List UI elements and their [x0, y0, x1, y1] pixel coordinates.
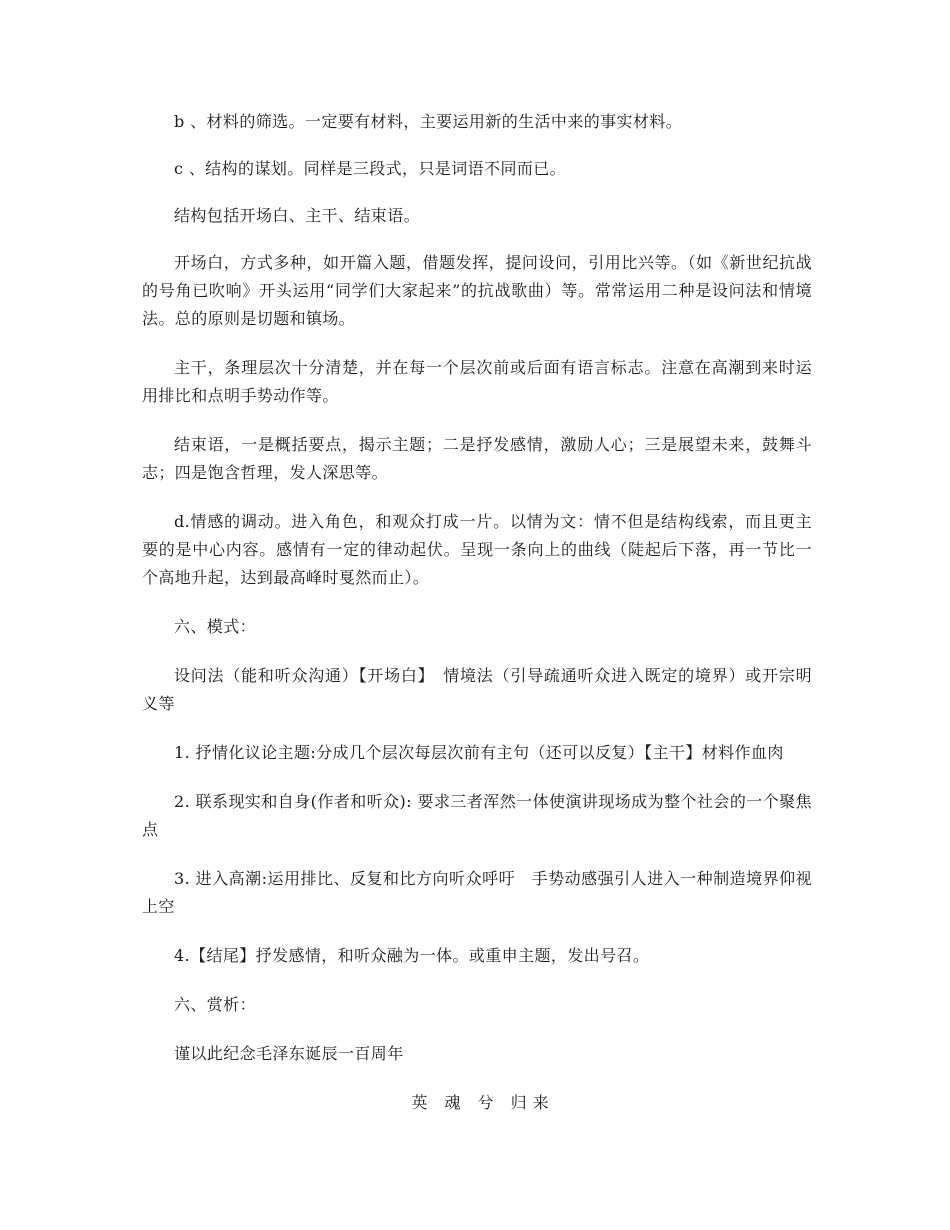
paragraph-mode-opening: 设问法（能和听众沟通）【开场白】 情境法（引导疏通听众进入既定的境界）或开宗明义等 — [142, 666, 812, 713]
paragraph-closing: 结束语，一是概括要点，揭示主题；二是抒发感情，激励人心；三是展望未来，鼓舞斗志；四是饱含哲理，发人深思等。 — [142, 435, 812, 482]
list-item-1: 1. 抒情化议论主题:分成几个层次每层次前有主句（还可以反复）【主干】材料作血肉 — [174, 743, 784, 762]
section-heading-appreciation: 六、赏析： — [174, 995, 257, 1014]
list-item-4: 4.【结尾】抒发感情，和听众融为一体。或重申主题，发出号召。 — [174, 946, 650, 965]
speech-title: 英 魂 兮 归来 — [411, 1093, 555, 1112]
document-page — [142, 108, 812, 1117]
list-item-2: 2. 联系现实和自身(作者和听众): 要求三者浑然一体使演讲现场成为整个社会的一个聚焦点 — [142, 792, 812, 839]
paragraph-opening: 开场白，方式多种，如开篇入题，借题发挥，提问设问，引用比兴等。（如《新世纪抗战的号角已吹响》开头运用“同学们大家起来”的抗战歌曲）等。常常运用二种是设问法和情境法。总的原则是切题和镇场。 — [142, 253, 812, 328]
paragraph-main-body: 主干，条理层次十分清楚，并在每一个层次前或后面有语言标志。注意在高潮到来时运用排比和点明手势动作等。 — [142, 358, 812, 405]
paragraph-emotion: d.情感的调动。进入角色，和观众打成一片。以情为文：情不但是结构线索，而且更主要的是中心内容。感情有一定的律动起伏。呈现一条向上的曲线（陡起后下落，再一节比一个高地升起，达到最高峰时戛然而止）。 — [142, 512, 812, 587]
paragraph-dedication: 谨以此纪念毛泽东诞辰一百周年 — [174, 1044, 404, 1063]
paragraph-structure-parts: 结构包括开场白、主干、结束语。 — [174, 206, 421, 225]
section-heading-mode: 六、模式： — [174, 617, 257, 636]
paragraph-material-selection: b 、材料的筛选。一定要有材料，主要运用新的生活中来的事实材料。 — [174, 112, 683, 131]
paragraph-structure-planning: c 、结构的谋划。同样是三段式，只是词语不同而已。 — [174, 159, 567, 178]
list-item-3: 3. 进入高潮:运用排比、反复和比方向听众呼吁 手势动感强引人进入一种制造境界仰视上空 — [142, 869, 812, 916]
